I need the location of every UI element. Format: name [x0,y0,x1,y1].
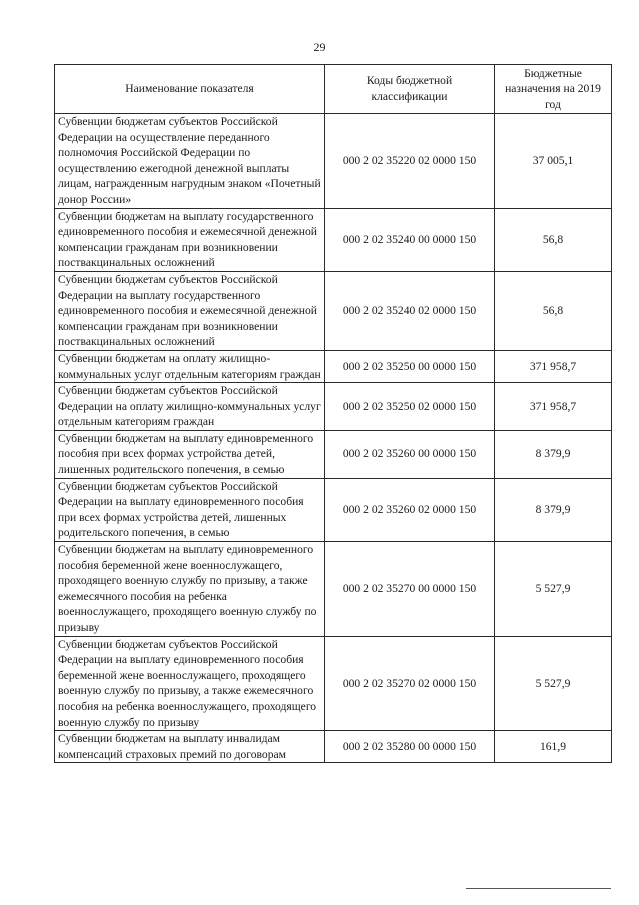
row-name-cell: Субвенции бюджетам на выплату государственного единовременного пособия и ежемесячной денежной компенсации гражданам при возникновении поствакцинальных осложнений [55,208,325,271]
table-row [55,542,612,637]
row-amount-cell: 8 379,9 [495,430,612,478]
row-amount-cell: 371 958,7 [495,383,612,431]
row-amount-cell: 371 958,7 [495,350,612,382]
row-name-cell: Субвенции бюджетам на выплату единовременного пособия при всех формах устройства детей, лишенных родительского попечения, в семью [55,430,325,478]
row-code-cell: 000 2 02 35260 00 0000 150 [325,430,495,478]
table-row [55,430,612,478]
row-name-cell: Субвенции бюджетам субъектов Российской Федерации на выплату государственного единовременного пособия и ежемесячной денежной компенсации гражданам при возникновении поствакцинальных осложнений [55,271,325,350]
table-row [55,383,612,431]
row-name-cell: Субвенции бюджетам субъектов Российской Федерации на осуществление переданного полномочия Российской Федерации по осуществлению ежегодной денежной выплаты лицам, награжденным нагрудным знаком «Почетный донор России» [55,114,325,209]
bottom-rule [466,888,611,889]
row-code-cell: 000 2 02 35240 00 0000 150 [325,208,495,271]
header-amount: Бюджетные назначения на 2019 год [495,65,612,114]
row-amount-cell: 56,8 [495,208,612,271]
row-code-cell: 000 2 02 35250 00 0000 150 [325,350,495,382]
row-code-cell: 000 2 02 35250 02 0000 150 [325,383,495,431]
row-amount-cell: 56,8 [495,271,612,350]
budget-table [54,64,612,763]
row-code-cell: 000 2 02 35240 02 0000 150 [325,271,495,350]
row-name-cell: Субвенции бюджетам на выплату единовременного пособия беременной жене военнослужащего, проходящего военную службу по призыву, а также ежемесячного пособия на ребенка военнослужащего, проходящего военную службу по призыву [55,542,325,637]
table-row [55,636,612,731]
row-amount-cell: 8 379,9 [495,478,612,541]
row-amount-cell: 5 527,9 [495,542,612,637]
row-name-cell: Субвенции бюджетам субъектов Российской Федерации на выплату единовременного пособия при всех формах устройства детей, лишенных родительского попечения, в семью [55,478,325,541]
header-code: Коды бюджетной классификации [325,65,495,114]
row-amount-cell: 5 527,9 [495,636,612,731]
table-row [55,731,612,763]
table-row [55,208,612,271]
row-code-cell: 000 2 02 35260 02 0000 150 [325,478,495,541]
table-row [55,114,612,209]
table-row [55,271,612,350]
row-amount-cell: 161,9 [495,731,612,763]
table-row [55,478,612,541]
row-amount-cell: 37 005,1 [495,114,612,209]
row-name-cell: Субвенции бюджетам на выплату инвалидам компенсаций страховых премий по договорам [55,731,325,763]
row-code-cell: 000 2 02 35270 02 0000 150 [325,636,495,731]
row-name-cell: Субвенции бюджетам на оплату жилищно-коммунальных услуг отдельным категориям граждан [55,350,325,382]
table-row [55,350,612,382]
row-name-cell: Субвенции бюджетам субъектов Российской Федерации на оплату жилищно-коммунальных услуг отдельным категориям граждан [55,383,325,431]
row-code-cell: 000 2 02 35220 02 0000 150 [325,114,495,209]
header-name: Наименование показателя [55,65,325,114]
row-code-cell: 000 2 02 35270 00 0000 150 [325,542,495,637]
row-name-cell: Субвенции бюджетам субъектов Российской Федерации на выплату единовременного пособия беременной жене военнослужащего, проходящего военную службу по призыву, а также ежемесячного пособия на ребенка военнослужащего, проходящего военную службу по призыву [55,636,325,731]
row-code-cell: 000 2 02 35280 00 0000 150 [325,731,495,763]
page-number: 29 [313,40,326,54]
table-header-row [55,65,612,114]
